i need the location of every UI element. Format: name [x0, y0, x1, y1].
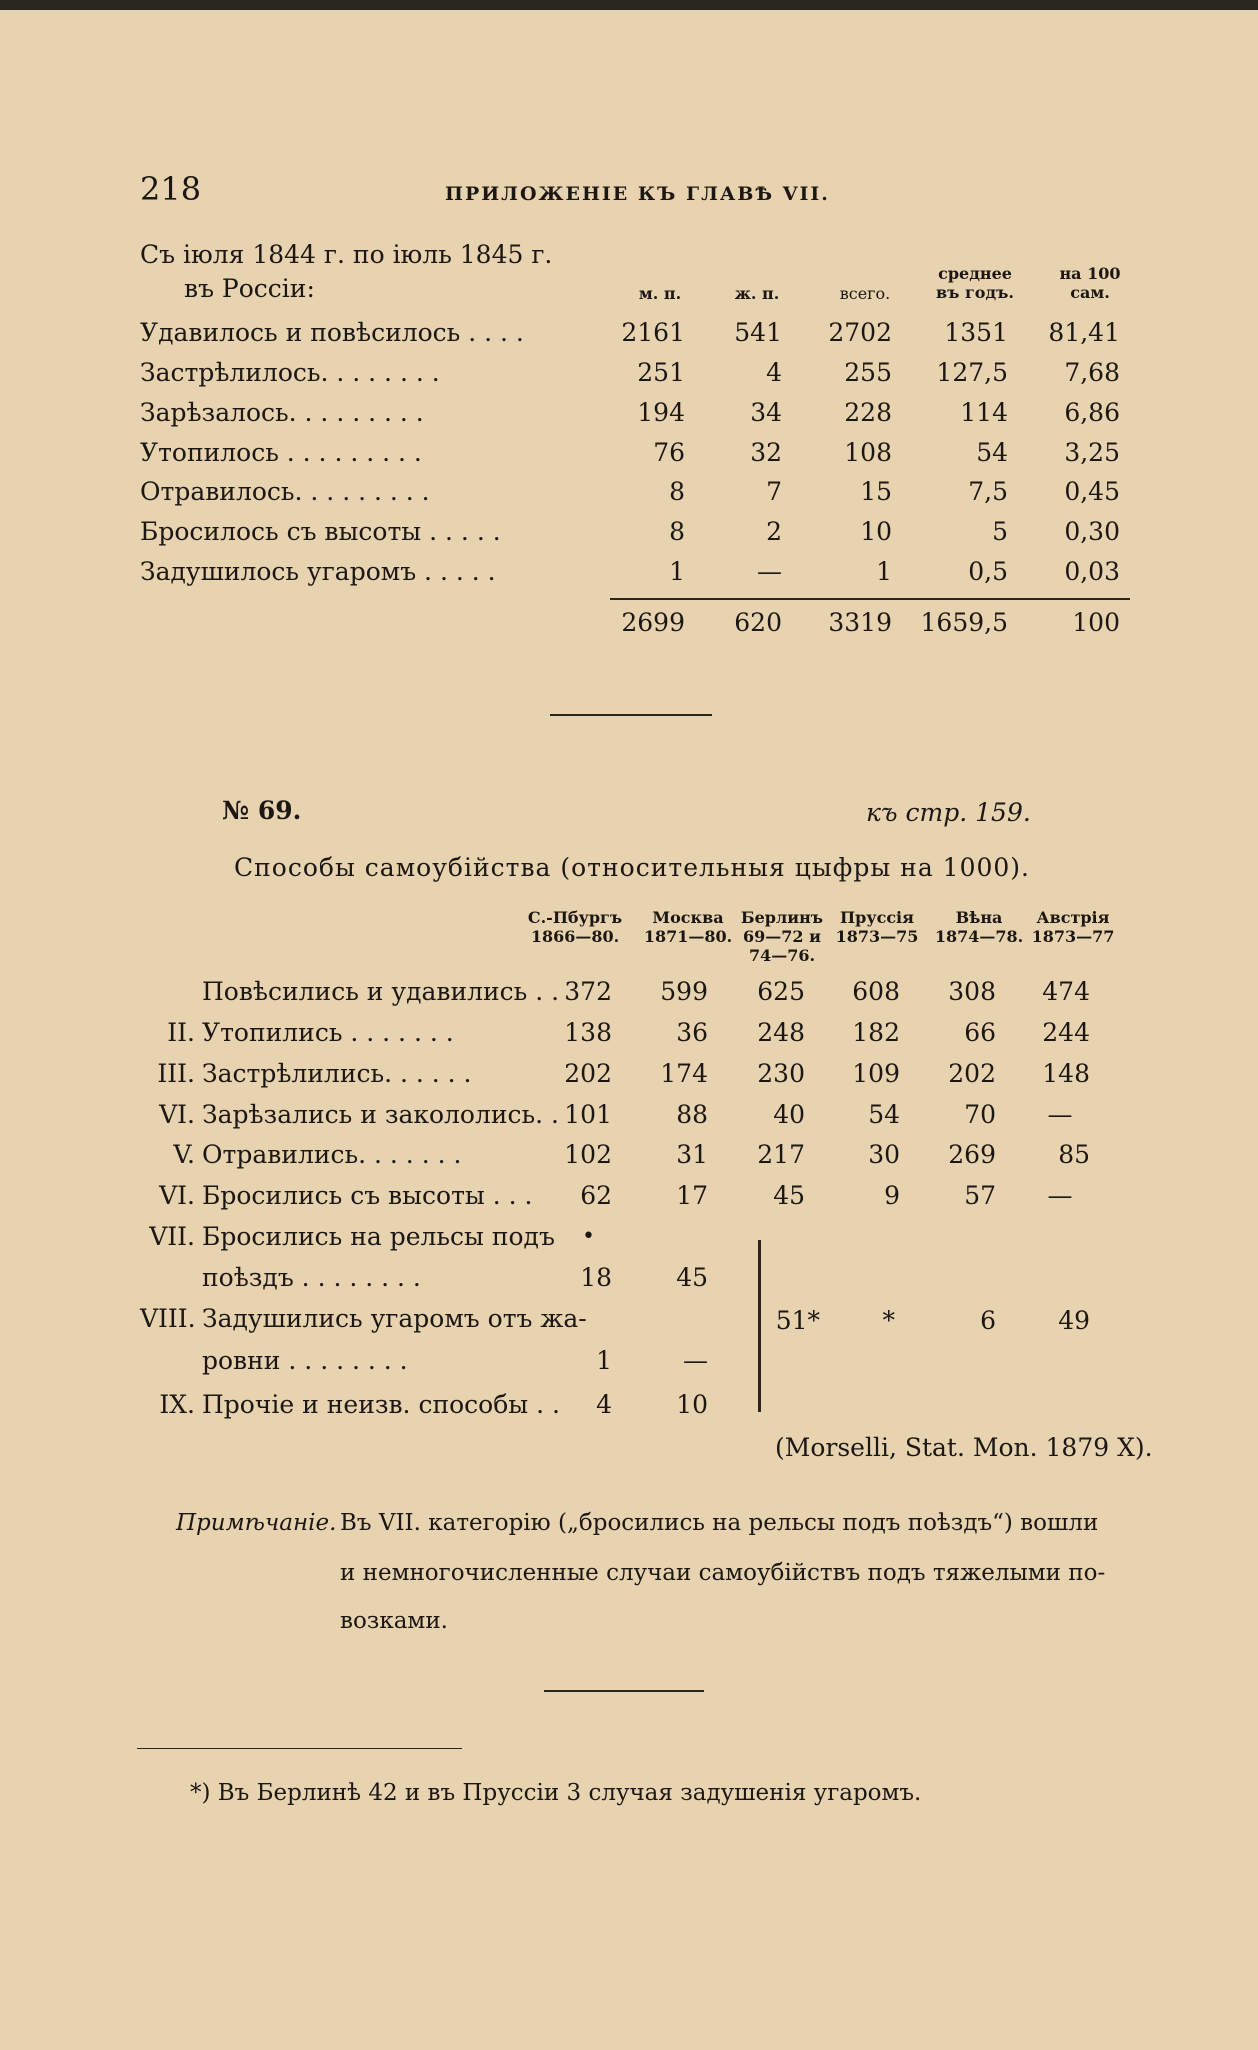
- cell-moscow: 36: [676, 1018, 708, 1047]
- cell-percent: 81,41: [1048, 318, 1120, 347]
- cell-prussia: 608: [852, 977, 900, 1006]
- row-label: Бросились съ высоты . . .: [202, 1181, 533, 1210]
- table1-col-per100: [1050, 264, 1130, 302]
- table1-col-total: всего.: [839, 284, 891, 303]
- row-number: V.: [173, 1140, 195, 1169]
- cell-vienna: 66: [964, 1018, 996, 1047]
- column-header-line: 1873—77: [1031, 927, 1115, 946]
- table2-row7-number: VII.: [149, 1222, 195, 1251]
- table1-col-average-l2: въ годъ.: [936, 283, 1014, 302]
- running-title: ПРИЛОЖЕНІЕ КЪ ГЛАВѢ VII.: [445, 183, 830, 205]
- cell-spb: 202: [564, 1059, 612, 1088]
- cell-average: 7,5: [968, 477, 1008, 506]
- column-header-line: 1874—78.: [934, 927, 1024, 946]
- cell-male: 8: [669, 477, 685, 506]
- table2-col-austria: [1018, 908, 1128, 946]
- column-header-line: Берлинъ: [740, 908, 824, 927]
- row-number: II.: [167, 1018, 195, 1047]
- table2-col-berlin: [727, 908, 837, 965]
- cell-austria: —: [1047, 1100, 1073, 1129]
- cell-percent: 0,03: [1064, 557, 1120, 586]
- note-divider: [544, 1690, 704, 1692]
- column-header-line: Вѣна: [955, 908, 1003, 927]
- table2-merged-prussia: *: [882, 1306, 895, 1335]
- table2-merged-berlin: 51*: [775, 1306, 820, 1335]
- cell-prussia: 9: [884, 1181, 900, 1210]
- cell-total: 108: [844, 438, 892, 467]
- cell-spb: 62: [580, 1181, 612, 1210]
- cell-average: 54: [976, 438, 1008, 467]
- table1-caption-region: въ Россіи:: [184, 274, 315, 303]
- cell-austria: —: [1047, 1181, 1073, 1210]
- table1-total-female: 620: [734, 608, 782, 637]
- cell-average: 0,5: [968, 557, 1008, 586]
- cell-prussia: 30: [868, 1140, 900, 1169]
- table2-row7-spb: 18: [580, 1263, 612, 1292]
- cell-male: 194: [637, 398, 685, 427]
- cell-austria: 474: [1042, 977, 1090, 1006]
- table2-merged-vienna: 6: [980, 1306, 996, 1335]
- table1-col-per100-l1: на 100: [1059, 264, 1121, 283]
- cell-berlin: 248: [757, 1018, 805, 1047]
- cell-total: 2702: [828, 318, 892, 347]
- cell-prussia: 54: [868, 1100, 900, 1129]
- cell-total: 15: [860, 477, 892, 506]
- table1-total-male: 2699: [621, 608, 685, 637]
- cell-total: 255: [844, 358, 892, 387]
- cell-austria: 85: [1058, 1140, 1090, 1169]
- table1-col-average-l1: среднее: [938, 264, 1012, 283]
- cell-berlin: 40: [773, 1100, 805, 1129]
- table1-total-rule: [610, 598, 1130, 600]
- cell-berlin: 217: [757, 1140, 805, 1169]
- cell-average: 127,5: [936, 358, 1008, 387]
- column-header-line: 1871—80.: [643, 927, 733, 946]
- row-label: Застрѣлилось. . . . . . . .: [140, 358, 440, 387]
- table1-total-average: 1659,5: [920, 608, 1008, 637]
- cell-percent: 7,68: [1064, 358, 1120, 387]
- cell-female: 2: [766, 517, 782, 546]
- cell-berlin: 45: [773, 1181, 805, 1210]
- cell-vienna: 57: [964, 1181, 996, 1210]
- cell-prussia: 182: [852, 1018, 900, 1047]
- cell-berlin: 230: [757, 1059, 805, 1088]
- cell-percent: 6,86: [1064, 398, 1120, 427]
- table2-row8-label-cont: ровни . . . . . . . .: [202, 1346, 408, 1375]
- table1-col-per100-l2: сам.: [1070, 283, 1110, 302]
- row-label: Повѣсились и удавились . .: [202, 977, 560, 1006]
- cell-male: 8: [669, 517, 685, 546]
- cell-average: 5: [992, 517, 1008, 546]
- table2-row8-msk: —: [683, 1346, 708, 1375]
- column-header-line: 74—76.: [748, 946, 816, 965]
- cell-vienna: 202: [948, 1059, 996, 1088]
- note-label: Примѣчаніе.: [176, 1510, 337, 1536]
- table2-row8-number: VIII.: [140, 1304, 196, 1333]
- table1-total-percent: 100: [1072, 608, 1120, 637]
- page-top-edge: [0, 0, 1258, 10]
- cell-male: 2161: [621, 318, 685, 347]
- row-number: VI.: [159, 1181, 195, 1210]
- cell-spb: 102: [564, 1140, 612, 1169]
- cell-moscow: 174: [660, 1059, 708, 1088]
- cell-spb: 372: [564, 977, 612, 1006]
- table2-col-prussia: [822, 908, 932, 946]
- table1-col-average: [930, 264, 1020, 302]
- table1-col-male: м. п.: [638, 284, 682, 303]
- cell-female: 34: [750, 398, 782, 427]
- column-header-line: 1866—80.: [530, 927, 620, 946]
- footnote-rule: [137, 1748, 462, 1749]
- cell-vienna: 70: [964, 1100, 996, 1129]
- cell-male: 251: [637, 358, 685, 387]
- cell-average: 114: [960, 398, 1008, 427]
- table2-source: (Morselli, Stat. Mon. 1879 X).: [775, 1433, 1153, 1462]
- cell-female: 7: [766, 477, 782, 506]
- table2-row7-label-cont: поѣздъ . . . . . . . .: [202, 1263, 421, 1292]
- row-label: Отравилось. . . . . . . . .: [140, 477, 430, 506]
- table1-col-female: ж. п.: [734, 284, 780, 303]
- table1-total-all: 3319: [828, 608, 892, 637]
- column-header-line: 1873—75: [835, 927, 919, 946]
- cell-vienna: 308: [948, 977, 996, 1006]
- note-line-1: Въ VII. категорію („бросились на рельсы подъ поѣздъ“) вошли: [340, 1510, 1099, 1536]
- cell-female: —: [757, 557, 782, 586]
- cell-spb: 101: [564, 1100, 612, 1129]
- cell-percent: 0,30: [1064, 517, 1120, 546]
- cell-austria: 148: [1042, 1059, 1090, 1088]
- row-label: Утопилось . . . . . . . . .: [140, 438, 422, 467]
- cell-percent: 3,25: [1064, 438, 1120, 467]
- column-header-line: 69—72 и: [743, 927, 821, 946]
- cell-prussia: 109: [852, 1059, 900, 1088]
- cell-female: 541: [734, 318, 782, 347]
- section-number: № 69.: [222, 796, 302, 825]
- table2-row7-label: Бросились на рельсы подъ: [202, 1222, 555, 1251]
- section-page-ref: къ стр. 159.: [866, 798, 1031, 827]
- table2-col-spb: [520, 908, 630, 946]
- section-divider: [550, 714, 712, 716]
- cell-moscow: 31: [676, 1140, 708, 1169]
- table2-row9-label: Прочіе и неизв. способы . .: [202, 1390, 560, 1419]
- section-title: Способы самоубійства (относительныя цыфры на 1000).: [234, 853, 1031, 882]
- note-line-2: и немногочисленные случаи самоубійствъ подъ тяжелыми по-: [340, 1560, 1106, 1586]
- footnote: *) Въ Берлинѣ 42 и въ Пруссіи 3 случая задушенія угаромъ.: [190, 1780, 922, 1806]
- cell-spb: 138: [564, 1018, 612, 1047]
- column-header-line: Австрія: [1036, 908, 1110, 927]
- cell-austria: 244: [1042, 1018, 1090, 1047]
- cell-male: 76: [653, 438, 685, 467]
- table2-row7-msk: 45: [676, 1263, 708, 1292]
- column-header-line: С.-Пбургъ: [527, 908, 623, 927]
- table2-merged-austria: 49: [1058, 1306, 1090, 1335]
- cell-total: 1: [876, 557, 892, 586]
- cell-percent: 0,45: [1064, 477, 1120, 506]
- table2-row8-label: Задушились угаромъ отъ жа-: [202, 1304, 587, 1333]
- row-number: VI.: [159, 1100, 195, 1129]
- cell-berlin: 625: [757, 977, 805, 1006]
- table1-caption: Съ іюля 1844 г. по іюль 1845 г.: [140, 240, 553, 269]
- table2-row8-spb: 1: [596, 1346, 612, 1375]
- column-header-line: Москва: [652, 908, 724, 927]
- row-label: Удавилось и повѣсилось . . . .: [140, 318, 524, 347]
- row-label: Задушилось угаромъ . . . . .: [140, 557, 496, 586]
- table2-row9-spb: 4: [596, 1390, 612, 1419]
- column-header-line: Пруссія: [840, 908, 914, 927]
- row-number: III.: [157, 1059, 195, 1088]
- cell-total: 10: [860, 517, 892, 546]
- table2-row7-mark: •: [582, 1224, 595, 1249]
- note-line-3: возками.: [340, 1608, 448, 1634]
- cell-moscow: 17: [676, 1181, 708, 1210]
- cell-total: 228: [844, 398, 892, 427]
- row-label: Отравились. . . . . . .: [202, 1140, 462, 1169]
- cell-female: 4: [766, 358, 782, 387]
- row-label: Утопились . . . . . . .: [202, 1018, 454, 1047]
- cell-moscow: 599: [660, 977, 708, 1006]
- row-label: Зарѣзалось. . . . . . . . .: [140, 398, 424, 427]
- row-label: Бросилось съ высоты . . . . .: [140, 517, 501, 546]
- table2-row9-number: IX.: [159, 1390, 195, 1419]
- cell-average: 1351: [944, 318, 1008, 347]
- cell-male: 1: [669, 557, 685, 586]
- row-label: Зарѣзались и закололись. .: [202, 1100, 559, 1129]
- row-label: Застрѣлились. . . . . .: [202, 1059, 472, 1088]
- cell-vienna: 269: [948, 1140, 996, 1169]
- page-number: 218: [140, 170, 202, 208]
- cell-moscow: 88: [676, 1100, 708, 1129]
- table2-row9-msk: 10: [676, 1390, 708, 1419]
- cell-female: 32: [750, 438, 782, 467]
